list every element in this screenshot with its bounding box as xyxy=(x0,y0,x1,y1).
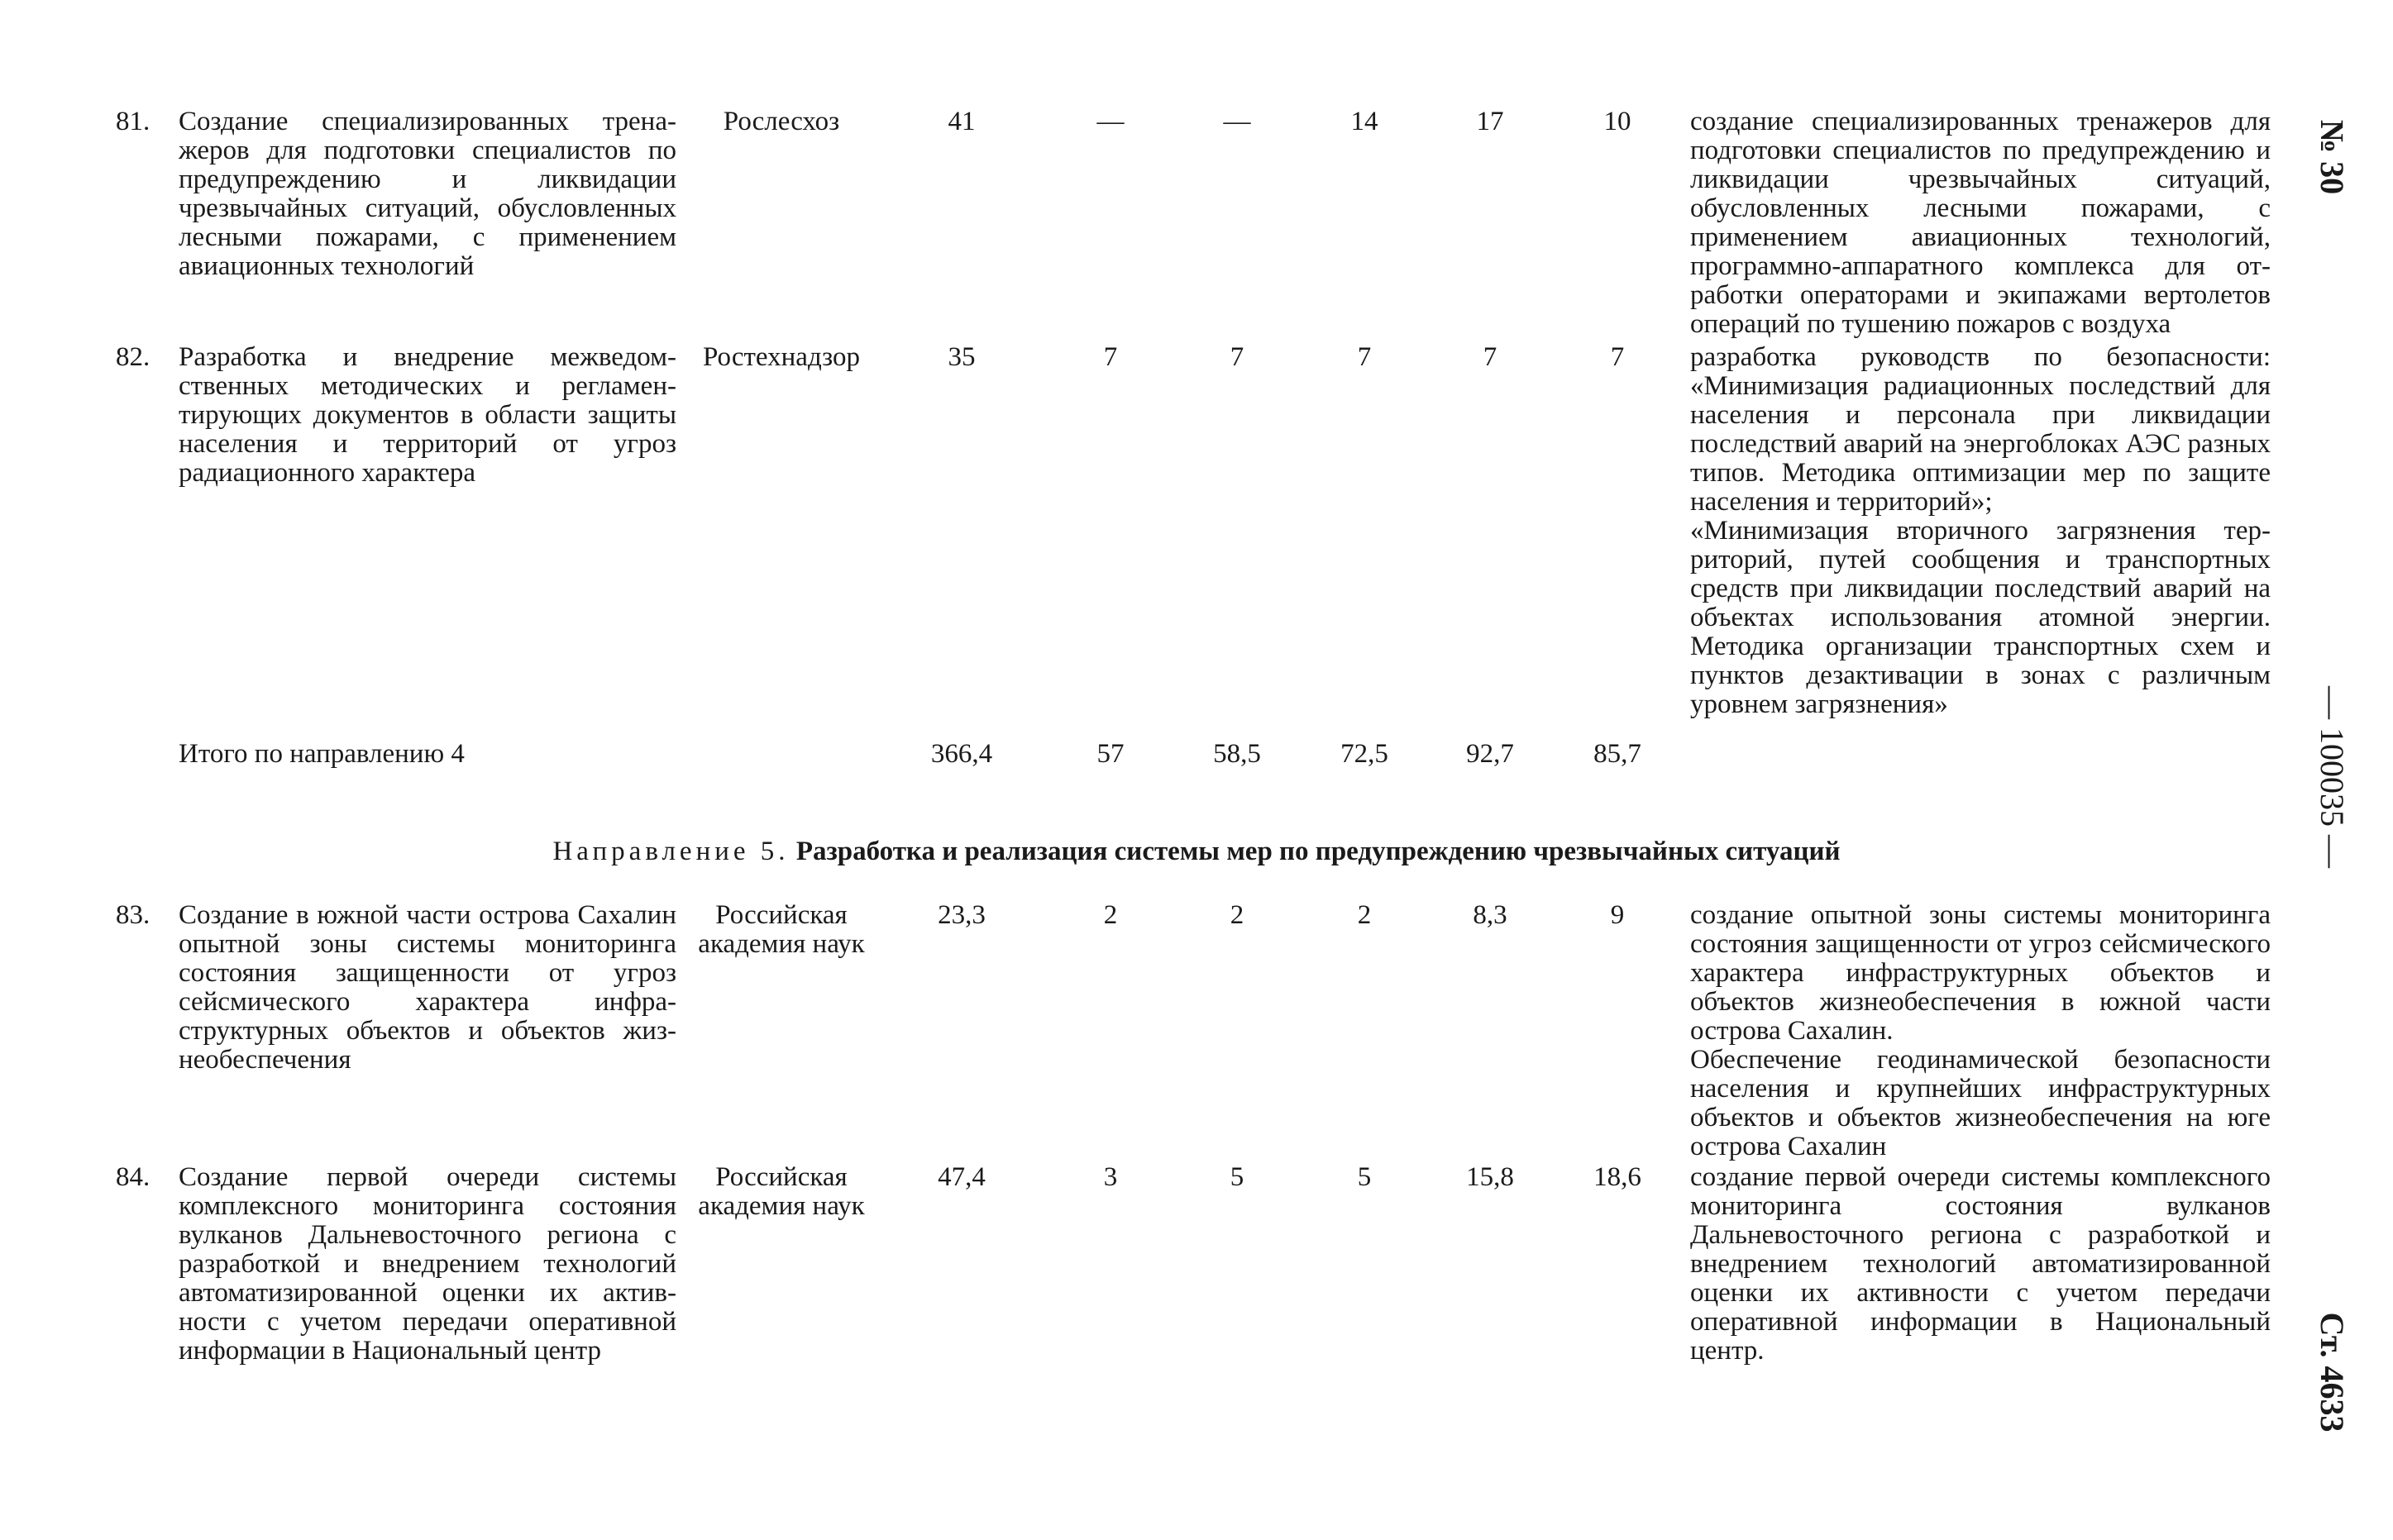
funding-year-4: 17 xyxy=(1476,107,1504,136)
funding-total: 23,3 xyxy=(938,900,986,930)
funding-year-3: 7 xyxy=(1357,342,1372,372)
responsible-agency: Ростехнадзор xyxy=(703,342,860,372)
measure-title: Создание первой очереди системы комплексного мониторинга состояния вулканов Дальневосточного региона с разработкой и внедрением технологий автоматизированной оценки их активности с учетом передачи оперативной информации в Национальный центр xyxy=(179,1162,676,1366)
row-number: 84. xyxy=(116,1162,150,1192)
page-code: — 100035 — xyxy=(2314,686,2351,868)
total-label: Итого по направлению 4 xyxy=(179,739,465,769)
funding-year-4: 7 xyxy=(1483,342,1497,372)
expected-result: создание специализированных тренажеров для подготовки специалистов по предупреждению и ликвидации чрезвычайных ситуаций, обусловленных лесными пожарами, с применением авиационных технологий, программно-аппаратного комплекса для отработки операторами и экипажами вертолетов операций по тушению пожаров с воздуха xyxy=(1690,107,2271,339)
funding-year-4: 15,8 xyxy=(1466,1162,1514,1192)
funding-year-3: 2 xyxy=(1357,900,1372,930)
funding-year-5: 7 xyxy=(1610,342,1625,372)
funding-total: 41 xyxy=(948,107,976,136)
responsible-agency: Рослесхоз xyxy=(723,107,840,136)
funding-year-5: 9 xyxy=(1610,900,1625,930)
row-number: 82. xyxy=(116,342,150,372)
funding-year-4: 8,3 xyxy=(1473,900,1507,930)
funding-year-2: — xyxy=(1223,107,1251,136)
funding-year-1: — xyxy=(1096,107,1125,136)
row-number: 83. xyxy=(116,900,150,930)
responsible-agency: Российская академия наук xyxy=(698,1162,865,1221)
measure-title: Разработка и внедрение межведомственных методических и регламентирующих документов в области защиты населения и территорий от угроз радиационного характера xyxy=(179,342,676,488)
total-year-2: 58,5 xyxy=(1213,739,1261,769)
section-title: Разработка и реализация системы мер по предупреждению чрезвычайных ситуаций xyxy=(795,837,1841,866)
total-funding: 366,4 xyxy=(930,739,993,769)
funding-year-2: 7 xyxy=(1230,342,1244,372)
running-header xyxy=(2282,0,2381,1540)
funding-year-2: 5 xyxy=(1230,1162,1244,1192)
expected-result: создание опытной зоны системы мониторинга состояния защищенности от угроз сейсмического характера инфраструктурных объектов и объектов жизнеобеспечения в южной части острова Сахалин. Обеспечение геодинамической безопасности населения и крупнейших инфраструктурных объектов и объектов жизнеобеспечения на юге острова Сахалин xyxy=(1690,900,2271,1161)
funding-year-1: 2 xyxy=(1103,900,1118,930)
funding-year-5: 10 xyxy=(1603,107,1631,136)
funding-year-5: 18,6 xyxy=(1593,1162,1641,1192)
funding-total: 47,4 xyxy=(938,1162,986,1192)
issue-number: № 30 xyxy=(2314,119,2351,195)
expected-result: создание первой очереди системы комплексного мониторинга состояния вулканов Дальневосточного региона с разработкой и внедрением технологий автоматизированной оценки их активности с учетом передачи оперативной информации в Национальный центр. xyxy=(1690,1162,2271,1366)
funding-year-3: 14 xyxy=(1350,107,1378,136)
total-year-3: 72,5 xyxy=(1340,739,1388,769)
total-year-5: 85,7 xyxy=(1593,739,1641,769)
measure-title: Создание в южной части острова Сахалин опытной зоны системы мониторинга состояния защищенности от угроз сейсмического характера инфраструктурных объектов и объектов жизнеобеспечения xyxy=(179,900,676,1075)
measure-title: Создание специализированных тренажеров для подготовки специалистов по предупреждению и ликвидации чрезвычайных ситуаций, обусловленных лесными пожарами, с применением авиационных технологий xyxy=(179,107,676,281)
expected-result: разработка руководств по безопасности: «Минимизация радиационных последствий для населения и персонала при ликвидации последствий аварий на энергоблоках АЭС разных типов. Методика оптимизации мер по защите населения и территорий»; «Минимизация вторичного загрязнения территорий, путей сообщения и транспортных средств при ликвидации последствий аварий на объектах использования атомной энергии. Методика организации транспортных схем и пунктов дезактивации в зонах с различным уровнем загрязнения» xyxy=(1690,342,2271,719)
total-year-1: 57 xyxy=(1096,739,1125,769)
funding-year-2: 2 xyxy=(1230,900,1244,930)
responsible-agency: Российская академия наук xyxy=(698,900,865,959)
total-year-4: 92,7 xyxy=(1466,739,1514,769)
article-number: Ст. 4633 xyxy=(2314,1312,2351,1433)
row-number: 81. xyxy=(116,107,150,136)
section-heading xyxy=(0,835,2393,868)
section-prefix: Направление 5. xyxy=(552,837,790,866)
funding-year-3: 5 xyxy=(1357,1162,1372,1192)
funding-year-1: 7 xyxy=(1103,342,1118,372)
funding-total: 35 xyxy=(948,342,976,372)
funding-year-1: 3 xyxy=(1103,1162,1118,1192)
